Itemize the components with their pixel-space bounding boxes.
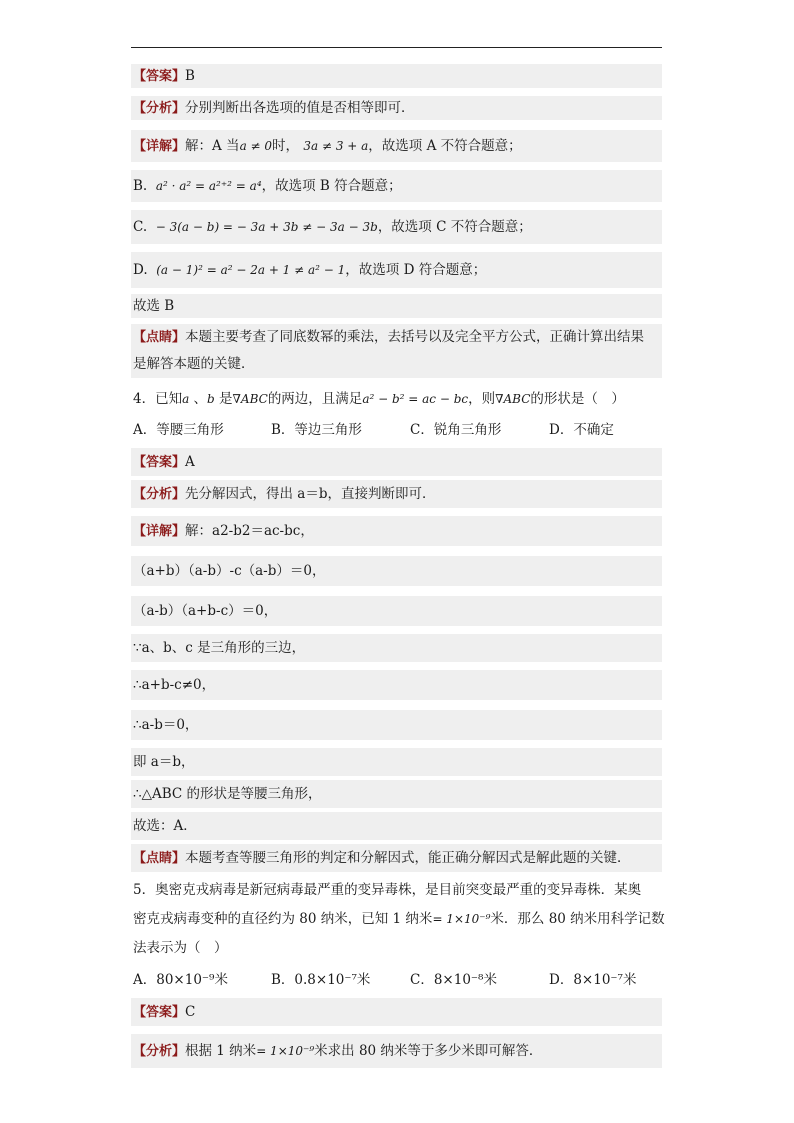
analysis-text: 根据 1 纳米 [185, 1043, 257, 1059]
answer-value: A [185, 454, 195, 470]
analysis-tag: 【分析】 [133, 487, 186, 502]
q4-step [131, 748, 662, 776]
q4-analysis [131, 480, 662, 508]
detail-step: ∵a、b、c 是三角形的三边， [133, 640, 306, 656]
answer-tag: 【答案】 [133, 69, 186, 84]
option-d: D．8×10⁻⁷米 [549, 972, 637, 988]
q4-step [131, 780, 662, 808]
stem-text: 5．奥密克戎病毒是新冠病毒最严重的变异毒株，是目前突变最严重的变异毒株．某奥 [133, 882, 642, 898]
math-expr: a² − b² = ac − bc [362, 392, 469, 406]
comment-tag: 【点睛】 [133, 851, 186, 866]
math-expr: a ≠ 0 [239, 139, 273, 153]
detail-step: ∴a-b＝0， [133, 717, 199, 733]
q3-option-d [131, 252, 662, 288]
option-label: C. [133, 219, 148, 235]
analysis-text: 先分解因式，得出 a＝b，直接判断即可． [185, 486, 436, 502]
detail-step: 故选：A． [133, 818, 197, 834]
detail-text: 时， [272, 138, 300, 154]
comment-text: 是解答本题的关键． [133, 356, 255, 372]
detail-step: ∴a+b-c≠0， [133, 677, 216, 693]
q4-comment [131, 844, 662, 872]
detail-step: 即 a＝b， [133, 754, 195, 770]
q4-step [131, 710, 662, 740]
analysis-tag: 【分析】 [133, 101, 186, 116]
choose-text: 故选 B [133, 298, 175, 314]
detail-step: 解：a2-b2＝ac-bc， [185, 523, 314, 539]
answer-value: B [185, 68, 195, 84]
q4-stem [131, 386, 662, 412]
math-expr: 3a ≠ 3 + a [303, 139, 369, 153]
option-label: B. [133, 178, 148, 194]
comment-text: 本题考查等腰三角形的判定和分解因式，能正确分解因式是解此题的关键． [185, 850, 631, 866]
q4-step [131, 670, 662, 700]
q3-choose [131, 294, 662, 318]
q3-answer [131, 64, 662, 88]
q4-detail [131, 516, 662, 546]
q5-analysis [131, 1034, 662, 1068]
q4-step [131, 596, 662, 626]
math-var: a [182, 392, 190, 406]
comment-text: 本题主要考查了同底数幂的乘法，去括号以及完全平方公式，正确计算出结果 [185, 329, 645, 345]
answer-tag: 【答案】 [133, 1005, 186, 1020]
analysis-tag: 【分析】 [133, 1044, 186, 1059]
stem-text: 4．已知 [133, 391, 183, 407]
q3-option-b [131, 170, 662, 202]
option-c: C．8×10⁻⁸米 [410, 972, 497, 988]
option-a: A．等腰三角形 [133, 422, 224, 438]
detail-text: ，故选项 D 符合题意； [345, 262, 487, 278]
stem-text: 密克戎病毒变种的直径约为 80 纳米，已知 1 纳米 [133, 911, 433, 927]
answer-value: C [185, 1004, 196, 1020]
option-a: A．80×10⁻⁹米 [133, 972, 228, 988]
math-expr: = 1×10⁻⁹ [432, 912, 491, 926]
stem-text: 的两边，且满足 [267, 391, 363, 407]
q5-options [131, 968, 662, 992]
q4-options [131, 418, 662, 442]
stem-text: 、 [189, 391, 208, 407]
math-expr: = 1×10⁻⁹ [256, 1044, 315, 1058]
option-d: D．不确定 [549, 422, 614, 438]
detail-text: ，故选项 A 不符合题意； [368, 138, 522, 154]
q4-step [131, 634, 662, 662]
q4-step [131, 812, 662, 840]
answer-tag: 【答案】 [133, 455, 186, 470]
stem-text: ，则 [468, 391, 496, 407]
q5-stem [131, 876, 665, 966]
header-rule [131, 47, 662, 48]
option-label: D. [133, 262, 148, 278]
stem-text: 米．那么 80 纳米用科学记数 [490, 911, 665, 927]
q3-detail-a [131, 130, 662, 162]
detail-text: ，故选项 B 符合题意； [261, 178, 402, 194]
detail-step: （a+b）（a-b）-c（a-b）＝0， [133, 563, 326, 579]
math-expr: ∇ABC [232, 392, 268, 406]
q4-step [131, 556, 662, 586]
analysis-text: 米求出 80 纳米等于多少米即可解答． [314, 1043, 543, 1059]
detail-step: ∴△ABC 的形状是等腰三角形， [133, 786, 322, 802]
stem-text: 的形状是（ ） [530, 391, 625, 407]
q3-option-c [131, 210, 662, 244]
detail-tag: 【详解】 [133, 139, 186, 154]
option-c: C．锐角三角形 [410, 422, 502, 438]
option-b: B．0.8×10⁻⁷米 [271, 972, 371, 988]
math-expr: a² · a² = a²⁺² = a⁴ [155, 179, 262, 193]
detail-text: ，故选项 C 不符合题意； [377, 219, 532, 235]
stem-text: 是 [214, 391, 233, 407]
detail-text: 解：A 当 [185, 138, 240, 154]
math-expr: ∇ABC [495, 392, 531, 406]
detail-step: （a-b）（a+b-c）＝0， [133, 603, 278, 619]
q3-analysis [131, 96, 662, 120]
option-b: B．等边三角形 [271, 422, 362, 438]
stem-text: 法表示为（ ） [133, 940, 228, 956]
detail-tag: 【详解】 [133, 524, 186, 539]
comment-tag: 【点睛】 [133, 330, 186, 345]
analysis-text: 分别判断出各选项的值是否相等即可． [185, 100, 415, 116]
q5-answer [131, 998, 662, 1026]
math-expr: (a − 1)² = a² − 2a + 1 ≠ a² − 1 [156, 263, 346, 277]
q3-comment [131, 324, 662, 378]
math-expr: − 3(a − b) = − 3a + 3b ≠ − 3a − 3b [155, 220, 378, 234]
q4-answer [131, 448, 662, 476]
math-var: b [207, 392, 215, 406]
